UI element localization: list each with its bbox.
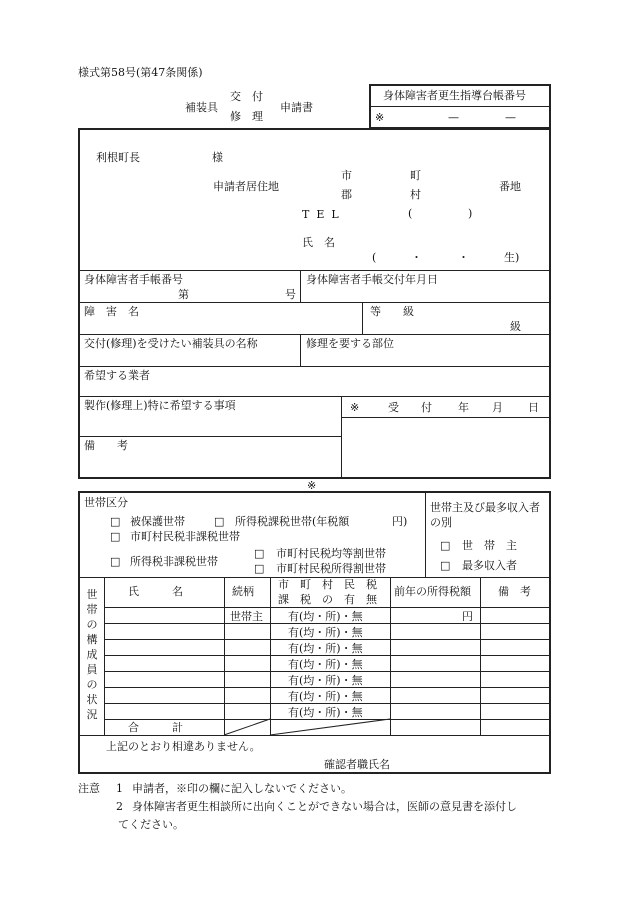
handbook-date-label: 身体障害者手帳交付年月日 bbox=[306, 273, 438, 286]
received-label: 受 付 bbox=[388, 401, 432, 414]
grade-label: 等 級 bbox=[370, 305, 414, 318]
cb-per-capita[interactable]: □ bbox=[254, 547, 265, 560]
address-town: 町 bbox=[410, 169, 421, 182]
grade-unit: 級 bbox=[510, 320, 521, 333]
name-label: 氏 名 bbox=[302, 236, 335, 249]
handbook-number-label: 身体障害者手帳番号 bbox=[84, 273, 183, 286]
received-month: 月 bbox=[492, 401, 503, 414]
head-label-2: の別 bbox=[430, 516, 452, 529]
head-label-1: 世帯主及び最多収入者 bbox=[430, 501, 540, 514]
col-tax-header-1: 市 町 村 民 税 bbox=[278, 578, 377, 591]
row-1-tax: 有(均・所)・無 bbox=[288, 610, 363, 623]
col-remarks-header: 備 考 bbox=[498, 585, 531, 598]
head-option-label: 世 帯 主 bbox=[462, 539, 517, 552]
cb-municipal-exempt[interactable]: □ bbox=[110, 530, 121, 543]
max-income-option-label: 最多収入者 bbox=[462, 559, 517, 572]
birth-paren-open: ( bbox=[372, 251, 377, 264]
received-day: 日 bbox=[528, 401, 539, 414]
addressee: 利根町長 bbox=[96, 151, 140, 164]
income-levy-label: 市町村民税所得割世帯 bbox=[276, 562, 386, 575]
booklet-number-mark: ※ bbox=[375, 111, 385, 124]
cb-welfare[interactable]: □ bbox=[110, 515, 121, 528]
address-city: 市 bbox=[341, 169, 352, 182]
address-banchi: 番地 bbox=[499, 180, 521, 193]
income-exempt-label: 所得税非課税世帯 bbox=[130, 555, 218, 568]
cb-income-exempt[interactable]: □ bbox=[110, 555, 121, 568]
handbook-dai: 第 bbox=[178, 288, 189, 301]
row-2-tax: 有(均・所)・無 bbox=[288, 626, 363, 639]
device-name-label: 交付(修理)を受けたい補装具の名称 bbox=[84, 337, 258, 350]
col-name-header: 氏 名 bbox=[128, 585, 183, 598]
tel-paren-open: ( bbox=[408, 207, 413, 220]
birth-dot-1: ・ bbox=[411, 251, 422, 264]
col-income-tax-header: 前年の所得税額 bbox=[394, 585, 471, 598]
booklet-number-label: 身体障害者更生指導台帳番号 bbox=[383, 89, 526, 102]
note-2-line-1: 身体障害者更生相談所に出向くことができない場合は，医師の意見書を添付し bbox=[132, 800, 517, 813]
cb-head[interactable]: □ bbox=[440, 539, 451, 552]
municipal-exempt-label: 市町村民税非課税世帯 bbox=[130, 530, 240, 543]
confirm-statement: 上記のとおり相違ありません。 bbox=[106, 740, 261, 753]
notes-heading: 注意 bbox=[78, 782, 100, 795]
special-request-label: 製作(修理上)特に希望する事項 bbox=[84, 399, 236, 412]
tel-label: TEL bbox=[302, 208, 346, 221]
per-capita-label: 市町村民税均等割世帯 bbox=[276, 547, 386, 560]
note-2-number: 2 bbox=[116, 800, 123, 813]
remarks-label: 備 考 bbox=[84, 439, 128, 452]
device-label: 補装具 bbox=[185, 101, 218, 114]
note-1-number: 1 bbox=[116, 782, 123, 795]
vendor-label: 希望する業者 bbox=[84, 369, 150, 382]
cb-max-income[interactable]: □ bbox=[440, 559, 451, 572]
note-1: 申請者，※印の欄に記入しないでください。 bbox=[132, 782, 352, 795]
first-row-relation: 世帯主 bbox=[230, 610, 263, 623]
col-tax-header-2: 課 税 の 有 無 bbox=[278, 593, 377, 606]
booklet-number-dash-2: — bbox=[505, 111, 516, 124]
received-mark: ※ bbox=[350, 401, 360, 414]
cb-income-levy[interactable]: □ bbox=[254, 562, 265, 575]
repair-part-label: 修理を要する部位 bbox=[306, 337, 394, 350]
row-6-tax: 有(均・所)・無 bbox=[288, 690, 363, 703]
confirmer-label: 確認者職氏名 bbox=[324, 758, 390, 771]
application-label: 申請書 bbox=[280, 101, 313, 114]
note-2-line-2: てください。 bbox=[118, 818, 184, 831]
honorific: 様 bbox=[212, 151, 223, 164]
application-main-box bbox=[78, 128, 551, 479]
kind-repair: 修 理 bbox=[230, 110, 263, 123]
kind-issue: 交 付 bbox=[230, 90, 263, 103]
booklet-number-dash-1: — bbox=[448, 111, 459, 124]
income-tax-label: 所得税課税世帯(年税額 bbox=[235, 515, 350, 528]
form-number: 様式第58号(第47条関係) bbox=[78, 66, 203, 79]
section-2-mark: ※ bbox=[307, 479, 317, 492]
birth-dot-2: ・ bbox=[458, 251, 469, 264]
income-tax-yen: 円) bbox=[392, 515, 408, 528]
col-relation-header: 続柄 bbox=[232, 585, 254, 598]
household-category-label: 世帯区分 bbox=[84, 496, 128, 509]
total-label: 合 計 bbox=[128, 721, 183, 734]
disability-label: 障 害 名 bbox=[84, 305, 139, 318]
first-row-yen: 円 bbox=[462, 610, 473, 623]
tel-paren-close: ) bbox=[468, 207, 473, 220]
row-3-tax: 有(均・所)・無 bbox=[288, 642, 363, 655]
welfare-label: 被保護世帯 bbox=[130, 515, 185, 528]
birth-suffix: 生) bbox=[504, 251, 520, 264]
row-4-tax: 有(均・所)・無 bbox=[288, 658, 363, 671]
handbook-go: 号 bbox=[285, 288, 296, 301]
address-gun: 郡 bbox=[341, 188, 352, 201]
row-7-tax: 有(均・所)・無 bbox=[288, 706, 363, 719]
row-5-tax: 有(均・所)・無 bbox=[288, 674, 363, 687]
address-village: 村 bbox=[410, 188, 421, 201]
cb-income-tax[interactable]: □ bbox=[214, 515, 225, 528]
received-year: 年 bbox=[458, 401, 469, 414]
address-label: 申請者居住地 bbox=[213, 180, 279, 193]
